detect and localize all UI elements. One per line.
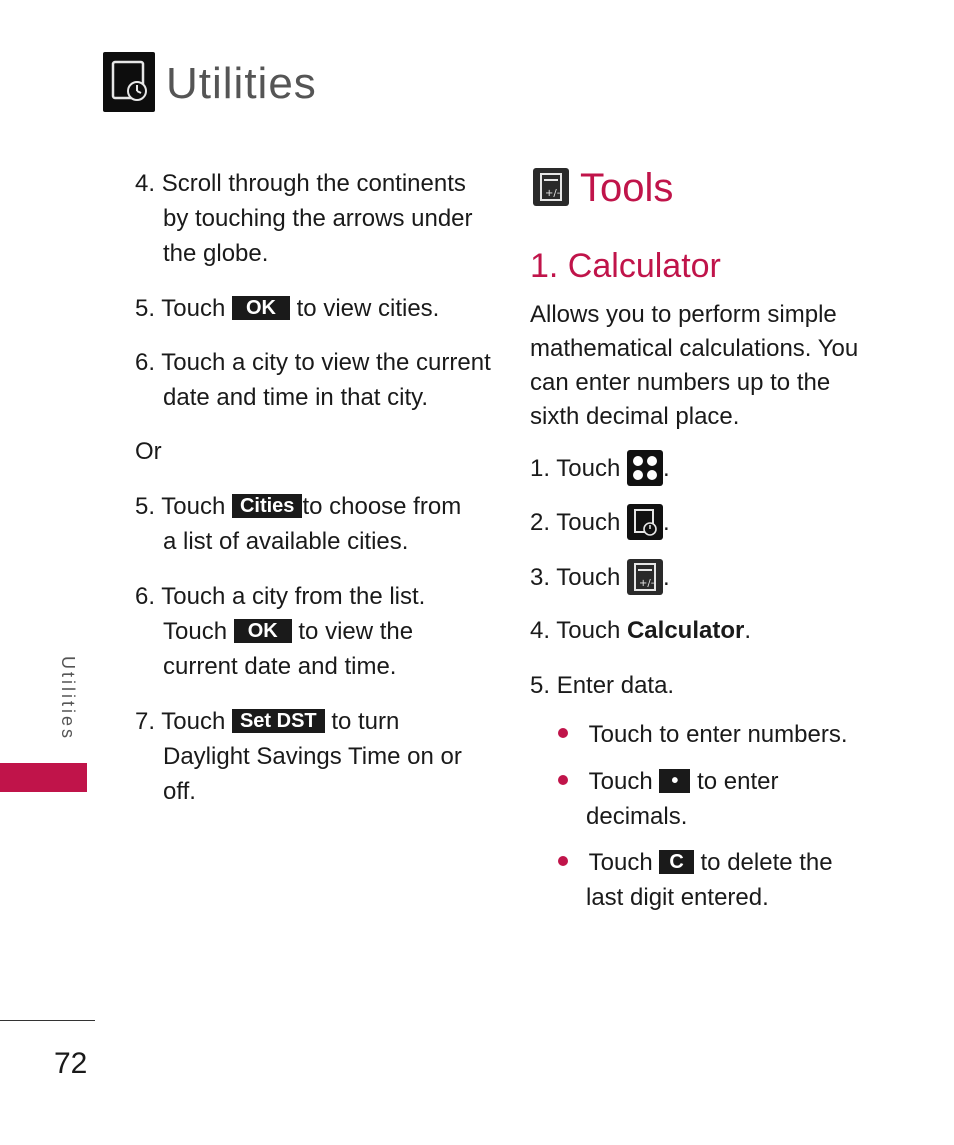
ok-button[interactable]: OK xyxy=(234,619,292,643)
side-tab-marker xyxy=(0,763,87,792)
svg-text:+/-: +/- xyxy=(638,578,655,589)
bullet-dot xyxy=(558,856,568,866)
step-5b: 5. Touch Cities to choose from a list of available cities. xyxy=(135,493,462,555)
calc-step-4: 4. Touch Calculator. xyxy=(530,617,752,644)
cities-button[interactable]: Cities xyxy=(232,494,302,518)
clock-tools-icon xyxy=(103,52,155,112)
ok-button[interactable]: OK xyxy=(232,296,290,320)
or-label: Or xyxy=(135,438,162,465)
bullet-dot xyxy=(558,728,568,738)
side-tab-label: Utilities xyxy=(58,656,78,742)
svg-text:+/-: +/- xyxy=(545,188,561,199)
calculator-label: Calculator xyxy=(626,617,745,644)
clear-key-button[interactable]: C xyxy=(659,850,693,874)
clock-tools-icon[interactable] xyxy=(627,504,663,540)
calc-step-5: 5. Enter data. xyxy=(530,672,675,699)
page-number: 72 xyxy=(54,1047,88,1080)
bullet-3: Touch C to delete the last digit entered. xyxy=(558,845,833,915)
menu-grid-icon[interactable] xyxy=(627,450,663,486)
step-4: 4. Scroll through the continents by touching the arrows under the globe. xyxy=(135,170,473,267)
step-7: 7. Touch Set DST to turn Daylight Savings Time on or off. xyxy=(135,708,462,805)
step-5a: 5. Touch OK to view cities. xyxy=(135,295,440,322)
bullet-dot xyxy=(558,775,568,785)
set-dst-button[interactable]: Set DST xyxy=(232,709,325,733)
calculator-icon xyxy=(533,168,569,206)
calc-step-1: 1. Touch . xyxy=(530,450,670,486)
footer-divider xyxy=(0,1020,95,1021)
sub-title: 1. Calculator xyxy=(530,247,721,285)
intro-paragraph: Allows you to perform simple mathematical calculations. You can enter numbers up to the sixth decimal place. xyxy=(530,301,859,430)
calc-step-3: 3. Touch +/- . xyxy=(530,559,670,595)
bullet-2: Touch • to enter decimals. xyxy=(558,764,778,834)
calculator-icon[interactable] xyxy=(627,559,663,595)
step-6b: 6. Touch a city from the list. Touch OK to view the current date and time. xyxy=(135,583,426,680)
decimal-key-button[interactable]: • xyxy=(659,769,690,793)
step-6a: 6. Touch a city to view the current date and time in that city. xyxy=(135,349,491,411)
bullet-1: Touch to enter numbers. xyxy=(558,717,847,752)
page-title: Utilities xyxy=(166,59,317,108)
calc-step-2: 2. Touch . xyxy=(530,504,670,540)
section-title: Tools xyxy=(580,166,674,210)
